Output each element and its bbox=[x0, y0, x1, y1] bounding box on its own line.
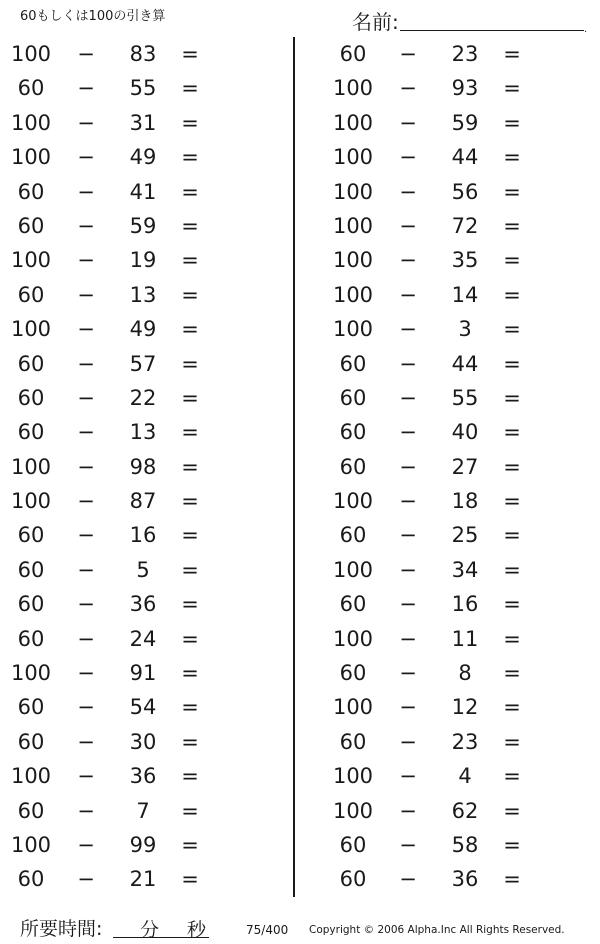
subtrahend: 25 bbox=[451, 523, 479, 548]
problem-column-left bbox=[0, 37, 280, 897]
problem-row bbox=[322, 587, 600, 621]
minus-operator: − bbox=[77, 798, 95, 823]
subtrahend: 7 bbox=[136, 798, 150, 823]
minuend: 60 bbox=[17, 523, 45, 548]
problem-row bbox=[322, 553, 600, 587]
subtrahend: 12 bbox=[451, 695, 479, 720]
equals-sign: = bbox=[181, 42, 199, 66]
equals-sign: = bbox=[503, 523, 521, 548]
problem-row bbox=[0, 794, 280, 828]
problem-row bbox=[0, 622, 280, 656]
name-label: 名前: bbox=[352, 10, 399, 34]
equals-sign: = bbox=[181, 145, 199, 170]
problem-row bbox=[0, 37, 280, 71]
minuend: 60 bbox=[339, 420, 367, 445]
minus-operator: − bbox=[399, 110, 417, 135]
problem-row bbox=[0, 278, 280, 312]
problem-row bbox=[322, 794, 600, 828]
subtrahend: 56 bbox=[451, 179, 479, 204]
problem-row bbox=[322, 484, 600, 518]
subtrahend: 57 bbox=[129, 351, 157, 376]
minus-operator: − bbox=[77, 213, 95, 238]
time-label: 所要時間: bbox=[20, 918, 103, 940]
equals-sign: = bbox=[503, 729, 521, 754]
subtrahend: 19 bbox=[129, 248, 157, 273]
problem-row bbox=[0, 690, 280, 724]
minuend: 60 bbox=[17, 557, 45, 582]
problem-row bbox=[322, 759, 600, 793]
equals-sign: = bbox=[181, 420, 199, 445]
minus-operator: − bbox=[399, 489, 417, 514]
equals-sign: = bbox=[503, 661, 521, 686]
minuend: 100 bbox=[332, 798, 374, 823]
minus-operator: − bbox=[399, 592, 417, 617]
minuend: 60 bbox=[339, 42, 367, 66]
subtrahend: 41 bbox=[129, 179, 157, 204]
problem-row bbox=[322, 415, 600, 449]
minus-operator: − bbox=[77, 179, 95, 204]
problem-row bbox=[0, 209, 280, 243]
minuend: 60 bbox=[339, 351, 367, 376]
equals-sign: = bbox=[181, 110, 199, 135]
minus-operator: − bbox=[399, 661, 417, 686]
equals-sign: = bbox=[181, 385, 199, 410]
minus-operator: − bbox=[399, 317, 417, 342]
minus-operator: − bbox=[399, 798, 417, 823]
subtrahend: 49 bbox=[129, 317, 157, 342]
subtrahend: 13 bbox=[129, 282, 157, 307]
minuend: 100 bbox=[332, 764, 374, 789]
problem-row bbox=[322, 622, 600, 656]
problem-row bbox=[0, 828, 280, 862]
problem-row bbox=[322, 37, 600, 71]
equals-sign: = bbox=[181, 351, 199, 376]
equals-sign: = bbox=[503, 282, 521, 307]
minuend: 100 bbox=[10, 145, 52, 170]
worksheet-title: 60もしくは100の引き算 bbox=[20, 9, 166, 24]
equals-sign: = bbox=[503, 592, 521, 617]
problem-row bbox=[0, 381, 280, 415]
problem-row bbox=[322, 690, 600, 724]
minus-operator: − bbox=[399, 213, 417, 238]
minuend: 60 bbox=[17, 385, 45, 410]
name-field bbox=[352, 6, 592, 35]
minuend: 100 bbox=[10, 764, 52, 789]
minuend: 60 bbox=[339, 867, 367, 892]
name-underline bbox=[400, 30, 584, 31]
minuend: 100 bbox=[10, 248, 52, 273]
subtrahend: 40 bbox=[451, 420, 479, 445]
subtrahend: 36 bbox=[129, 592, 157, 617]
subtrahend: 44 bbox=[451, 351, 479, 376]
minus-operator: − bbox=[77, 592, 95, 617]
minus-operator: − bbox=[399, 523, 417, 548]
equals-sign: = bbox=[181, 282, 199, 307]
equals-sign: = bbox=[181, 661, 199, 686]
subtrahend: 72 bbox=[451, 213, 479, 238]
problem-row bbox=[0, 587, 280, 621]
equals-sign: = bbox=[503, 867, 521, 892]
minuend: 100 bbox=[10, 110, 52, 135]
minus-operator: − bbox=[77, 145, 95, 170]
name-dot: . bbox=[584, 24, 588, 35]
minuend: 60 bbox=[17, 213, 45, 238]
equals-sign: = bbox=[503, 385, 521, 410]
problem-row bbox=[0, 243, 280, 277]
equals-sign: = bbox=[181, 317, 199, 342]
minus-operator: − bbox=[77, 489, 95, 514]
equals-sign: = bbox=[503, 213, 521, 238]
minuend: 100 bbox=[332, 489, 374, 514]
minuend: 60 bbox=[17, 867, 45, 892]
copyright-notice: Copyright © 2006 Alpha.Inc All Rights Reserved. bbox=[309, 924, 565, 936]
subtrahend: 93 bbox=[451, 76, 479, 101]
minuend: 100 bbox=[10, 832, 52, 857]
subtrahend: 11 bbox=[451, 626, 479, 651]
minus-operator: − bbox=[399, 351, 417, 376]
subtrahend: 83 bbox=[129, 42, 157, 66]
subtrahend: 8 bbox=[458, 661, 472, 686]
problem-row bbox=[0, 106, 280, 140]
minus-operator: − bbox=[399, 729, 417, 754]
equals-sign: = bbox=[181, 798, 199, 823]
minus-operator: − bbox=[77, 729, 95, 754]
minus-operator: − bbox=[399, 179, 417, 204]
minus-operator: − bbox=[399, 420, 417, 445]
minuend: 60 bbox=[17, 729, 45, 754]
problem-row bbox=[0, 484, 280, 518]
minuend: 60 bbox=[17, 592, 45, 617]
minus-operator: − bbox=[399, 626, 417, 651]
minuend: 60 bbox=[17, 798, 45, 823]
minuend: 100 bbox=[332, 179, 374, 204]
subtrahend: 23 bbox=[451, 42, 479, 66]
minuend: 60 bbox=[17, 76, 45, 101]
minuend: 60 bbox=[339, 523, 367, 548]
subtrahend: 36 bbox=[451, 867, 479, 892]
minuend: 60 bbox=[339, 661, 367, 686]
equals-sign: = bbox=[503, 420, 521, 445]
minuend: 100 bbox=[332, 145, 374, 170]
equals-sign: = bbox=[503, 351, 521, 376]
subtrahend: 13 bbox=[129, 420, 157, 445]
equals-sign: = bbox=[181, 489, 199, 514]
subtrahend: 23 bbox=[451, 729, 479, 754]
equals-sign: = bbox=[181, 867, 199, 892]
equals-sign: = bbox=[503, 317, 521, 342]
minus-operator: − bbox=[77, 454, 95, 479]
problem-row bbox=[0, 175, 280, 209]
equals-sign: = bbox=[503, 695, 521, 720]
minus-operator: − bbox=[399, 282, 417, 307]
minus-operator: − bbox=[77, 351, 95, 376]
minus-operator: − bbox=[77, 110, 95, 135]
subtrahend: 4 bbox=[458, 764, 472, 789]
minuend: 100 bbox=[332, 76, 374, 101]
minuend: 60 bbox=[17, 420, 45, 445]
minus-operator: − bbox=[77, 42, 95, 66]
problem-row bbox=[0, 518, 280, 552]
minuend: 100 bbox=[332, 695, 374, 720]
problem-row bbox=[322, 106, 600, 140]
problem-row bbox=[322, 243, 600, 277]
subtrahend: 31 bbox=[129, 110, 157, 135]
minuend: 60 bbox=[17, 626, 45, 651]
equals-sign: = bbox=[181, 592, 199, 617]
equals-sign: = bbox=[503, 557, 521, 582]
subtrahend: 62 bbox=[451, 798, 479, 823]
subtrahend: 55 bbox=[129, 76, 157, 101]
equals-sign: = bbox=[503, 42, 521, 66]
problem-row bbox=[322, 278, 600, 312]
minuend: 60 bbox=[17, 282, 45, 307]
minus-operator: − bbox=[77, 76, 95, 101]
equals-sign: = bbox=[181, 729, 199, 754]
subtrahend: 91 bbox=[129, 661, 157, 686]
subtrahend: 14 bbox=[451, 282, 479, 307]
equals-sign: = bbox=[503, 76, 521, 101]
minus-operator: − bbox=[399, 454, 417, 479]
subtrahend: 35 bbox=[451, 248, 479, 273]
subtrahend: 24 bbox=[129, 626, 157, 651]
problem-row bbox=[322, 71, 600, 105]
problem-row bbox=[322, 381, 600, 415]
subtrahend: 22 bbox=[129, 385, 157, 410]
seconds-label: 秒 bbox=[187, 919, 207, 941]
equals-sign: = bbox=[181, 626, 199, 651]
subtrahend: 87 bbox=[129, 489, 157, 514]
minus-operator: − bbox=[77, 385, 95, 410]
minus-operator: − bbox=[399, 145, 417, 170]
minuend: 60 bbox=[339, 832, 367, 857]
minuend: 100 bbox=[332, 110, 374, 135]
minuend: 100 bbox=[10, 42, 52, 66]
subtrahend: 58 bbox=[451, 832, 479, 857]
minuend: 100 bbox=[10, 317, 52, 342]
subtrahend: 34 bbox=[451, 557, 479, 582]
minus-operator: − bbox=[77, 420, 95, 445]
subtrahend: 16 bbox=[129, 523, 157, 548]
subtrahend: 44 bbox=[451, 145, 479, 170]
minus-operator: − bbox=[77, 523, 95, 548]
equals-sign: = bbox=[503, 764, 521, 789]
minuend: 60 bbox=[339, 454, 367, 479]
problem-row bbox=[322, 312, 600, 346]
minuend: 100 bbox=[332, 213, 374, 238]
minuend: 100 bbox=[332, 282, 374, 307]
minus-operator: − bbox=[77, 764, 95, 789]
minus-operator: − bbox=[399, 42, 417, 66]
minuend: 60 bbox=[339, 729, 367, 754]
subtrahend: 54 bbox=[129, 695, 157, 720]
subtrahend: 98 bbox=[129, 454, 157, 479]
minus-operator: − bbox=[77, 557, 95, 582]
subtrahend: 59 bbox=[451, 110, 479, 135]
problem-row bbox=[0, 656, 280, 690]
minuend: 60 bbox=[17, 179, 45, 204]
equals-sign: = bbox=[181, 76, 199, 101]
problem-row bbox=[0, 725, 280, 759]
problem-row bbox=[322, 209, 600, 243]
equals-sign: = bbox=[503, 248, 521, 273]
subtrahend: 16 bbox=[451, 592, 479, 617]
problem-row bbox=[0, 415, 280, 449]
problem-row bbox=[322, 725, 600, 759]
problem-row bbox=[322, 140, 600, 174]
minus-operator: − bbox=[77, 832, 95, 857]
problem-row bbox=[0, 553, 280, 587]
equals-sign: = bbox=[181, 695, 199, 720]
subtrahend: 27 bbox=[451, 454, 479, 479]
minus-operator: − bbox=[77, 282, 95, 307]
minus-operator: − bbox=[399, 695, 417, 720]
minus-operator: − bbox=[399, 764, 417, 789]
problem-column-right bbox=[322, 37, 600, 897]
minuend: 60 bbox=[17, 351, 45, 376]
minus-operator: − bbox=[77, 317, 95, 342]
equals-sign: = bbox=[503, 626, 521, 651]
problem-row bbox=[0, 450, 280, 484]
equals-sign: = bbox=[181, 454, 199, 479]
minus-operator: − bbox=[77, 695, 95, 720]
minus-operator: − bbox=[399, 76, 417, 101]
minuend: 60 bbox=[339, 592, 367, 617]
minus-operator: − bbox=[77, 661, 95, 686]
problem-row bbox=[322, 450, 600, 484]
minuend: 100 bbox=[332, 557, 374, 582]
minus-operator: − bbox=[77, 626, 95, 651]
equals-sign: = bbox=[503, 110, 521, 135]
minuend: 60 bbox=[17, 695, 45, 720]
minus-operator: − bbox=[399, 248, 417, 273]
minus-operator: − bbox=[77, 867, 95, 892]
equals-sign: = bbox=[503, 489, 521, 514]
problem-row bbox=[0, 759, 280, 793]
subtrahend: 5 bbox=[136, 557, 150, 582]
problem-row bbox=[322, 828, 600, 862]
problem-row bbox=[0, 71, 280, 105]
subtrahend: 21 bbox=[129, 867, 157, 892]
equals-sign: = bbox=[503, 798, 521, 823]
problem-row bbox=[322, 518, 600, 552]
equals-sign: = bbox=[181, 179, 199, 204]
problem-row bbox=[0, 140, 280, 174]
equals-sign: = bbox=[503, 832, 521, 857]
equals-sign: = bbox=[181, 523, 199, 548]
equals-sign: = bbox=[181, 213, 199, 238]
subtrahend: 3 bbox=[458, 317, 472, 342]
minus-operator: − bbox=[399, 557, 417, 582]
equals-sign: = bbox=[503, 179, 521, 204]
subtrahend: 30 bbox=[129, 729, 157, 754]
subtrahend: 55 bbox=[451, 385, 479, 410]
problem-row bbox=[322, 862, 600, 896]
minuend: 100 bbox=[10, 454, 52, 479]
subtrahend: 49 bbox=[129, 145, 157, 170]
subtrahend: 59 bbox=[129, 213, 157, 238]
equals-sign: = bbox=[181, 557, 199, 582]
subtrahend: 99 bbox=[129, 832, 157, 857]
problem-row bbox=[322, 656, 600, 690]
equals-sign: = bbox=[181, 248, 199, 273]
equals-sign: = bbox=[181, 764, 199, 789]
equals-sign: = bbox=[503, 145, 521, 170]
minuend: 100 bbox=[332, 317, 374, 342]
footer bbox=[0, 910, 600, 944]
minus-operator: − bbox=[399, 385, 417, 410]
column-divider bbox=[293, 37, 295, 897]
problem-row bbox=[322, 347, 600, 381]
equals-sign: = bbox=[503, 454, 521, 479]
page-count: 75/400 bbox=[246, 923, 289, 937]
problem-row bbox=[0, 347, 280, 381]
minuend: 60 bbox=[339, 385, 367, 410]
equals-sign: = bbox=[181, 832, 199, 857]
minus-operator: − bbox=[399, 832, 417, 857]
minuend: 100 bbox=[332, 248, 374, 273]
problem-row bbox=[322, 175, 600, 209]
minutes-label: 分 bbox=[140, 919, 160, 941]
minus-operator: − bbox=[399, 867, 417, 892]
subtrahend: 36 bbox=[129, 764, 157, 789]
problem-row bbox=[0, 312, 280, 346]
minus-operator: − bbox=[77, 248, 95, 273]
subtrahend: 18 bbox=[451, 489, 479, 514]
problem-row bbox=[0, 862, 280, 896]
minuend: 100 bbox=[10, 661, 52, 686]
minuend: 100 bbox=[332, 626, 374, 651]
minuend: 100 bbox=[10, 489, 52, 514]
